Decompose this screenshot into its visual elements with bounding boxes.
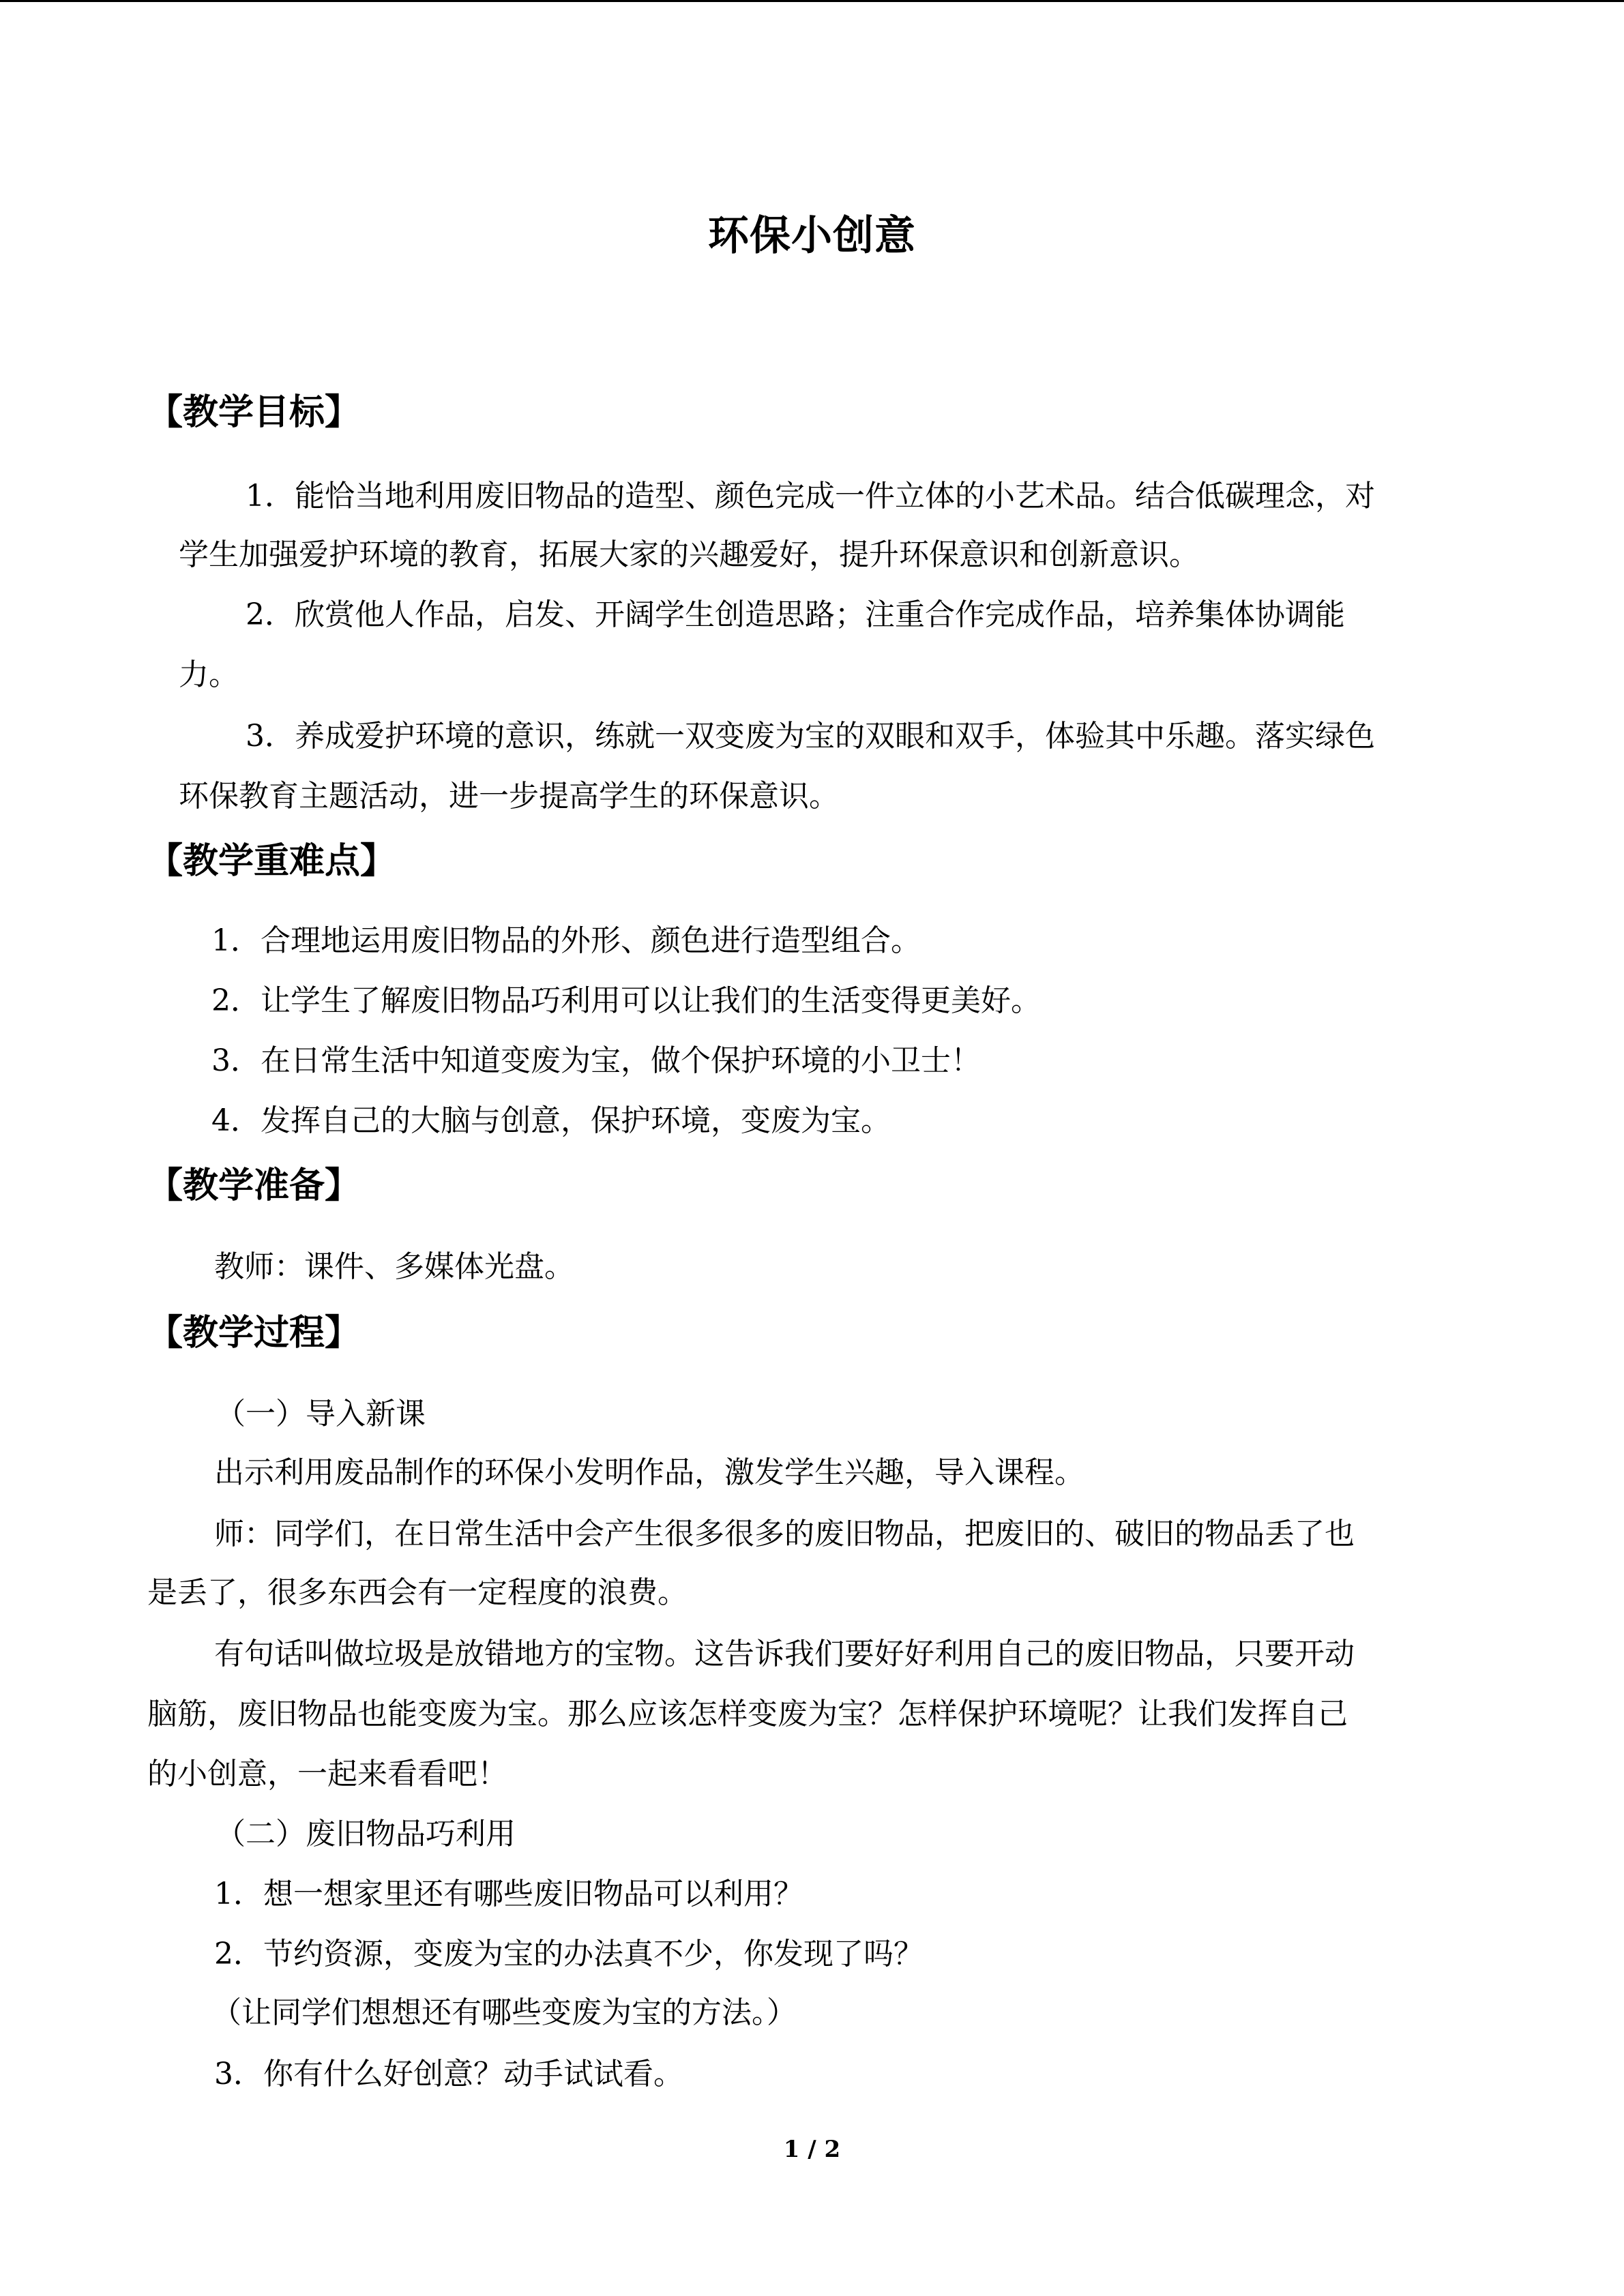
top-border-rule xyxy=(0,0,1624,2)
goals-line-5: 3．养成爱护环境的意识，练就一双变废为宝的双眼和双手，体验其中乐趣。落实绿色 xyxy=(246,719,1375,754)
process-line-5: 有句话叫做垃圾是放错地方的宝物。这告诉我们要好好利用自己的废旧物品，只要开动 xyxy=(214,1637,1355,1671)
process-line-8: （二）废旧物品巧利用 xyxy=(216,1817,516,1851)
goals-line-3: 2．欣赏他人作品，启发、开阔学生创造思路；注重合作完成作品，培养集体协调能 xyxy=(246,597,1345,632)
process-line-3: 师：同学们，在日常生活中会产生很多很多的废旧物品，把废旧的、破旧的物品丢了也 xyxy=(214,1517,1355,1551)
document-title: 环保小创意 xyxy=(708,212,916,260)
process-line-9: 1．想一想家里还有哪些废旧物品可以利用？ xyxy=(214,1877,803,1911)
process-line-10: 2．节约资源，变废为宝的办法真不少，你发现了吗？ xyxy=(214,1937,924,1971)
key-points-line-1: 1．合理地运用废旧物品的外形、颜色进行造型组合。 xyxy=(211,923,921,958)
key-points-line-3: 3．在日常生活中知道变废为宝，做个保护环境的小卫士！ xyxy=(211,1043,981,1078)
section-heading-goals: 【教学目标】 xyxy=(147,392,361,433)
key-points-line-2: 2．让学生了解废旧物品巧利用可以让我们的生活变得更美好。 xyxy=(211,983,1041,1018)
section-heading-process: 【教学过程】 xyxy=(147,1313,361,1354)
process-line-4: 是丢了，很多东西会有一定程度的浪费。 xyxy=(147,1575,688,1610)
goals-line-1: 1．能恰当地利用废旧物品的造型、颜色完成一件立体的小艺术品。结合低碳理念，对 xyxy=(246,479,1375,513)
goals-line-2: 学生加强爱护环境的教育，拓展大家的兴趣爱好，提升环保意识和创新意识。 xyxy=(179,537,1199,572)
section-heading-preparation: 【教学准备】 xyxy=(147,1165,361,1206)
goals-line-4: 力。 xyxy=(179,657,239,692)
process-line-6: 脑筋，废旧物品也能变废为宝。那么应该怎样变废为宝？怎样保护环境呢？让我们发挥自己 xyxy=(147,1697,1348,1731)
process-line-12: 3．你有什么好创意？动手试试看。 xyxy=(214,2057,683,2091)
goals-line-6: 环保教育主题活动，进一步提高学生的环保意识。 xyxy=(179,779,839,814)
process-line-11: （让同学们想想还有哪些变废为宝的方法。） xyxy=(211,1995,797,2030)
key-points-line-4: 4．发挥自己的大脑与创意，保护环境，变废为宝。 xyxy=(211,1103,891,1138)
process-line-1: （一）导入新课 xyxy=(216,1397,426,1431)
process-line-2: 出示利用废品制作的环保小发明作品，激发学生兴趣，导入课程。 xyxy=(214,1455,1084,1490)
process-line-7: 的小创意，一起来看看吧！ xyxy=(147,1757,507,1791)
section-heading-key-points: 【教学重难点】 xyxy=(147,841,396,882)
preparation-line-1: 教师：课件、多媒体光盘。 xyxy=(214,1249,574,1284)
page-number: 1 / 2 xyxy=(783,2136,841,2163)
